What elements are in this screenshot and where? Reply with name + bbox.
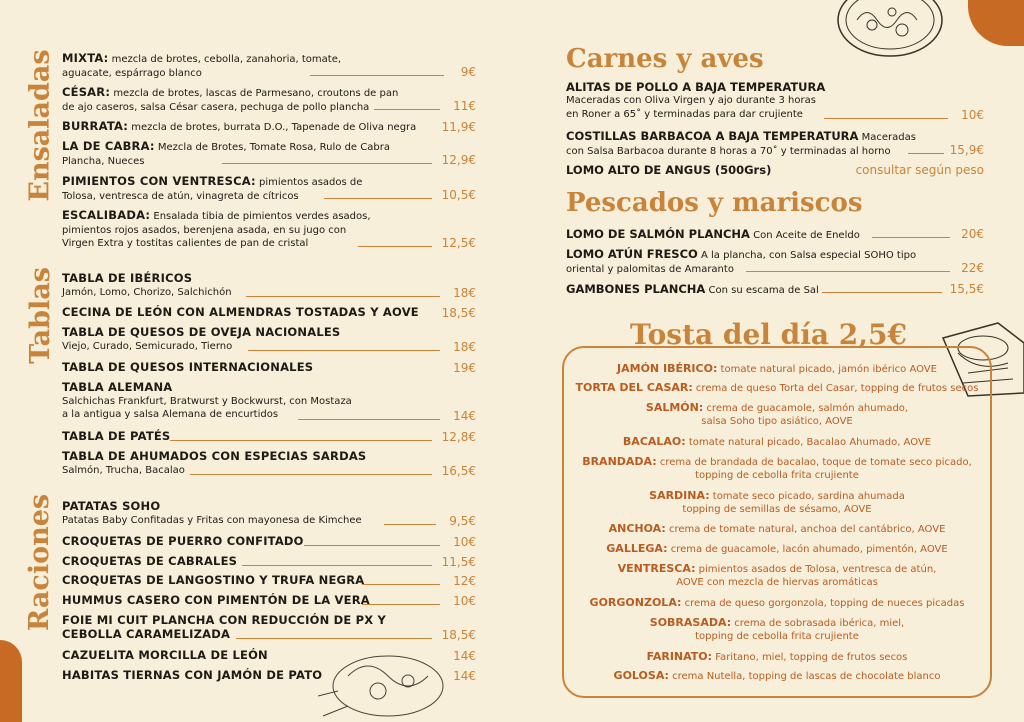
item-price: 18,5€ (441, 627, 476, 642)
tosta-item: SALMÓN: crema de guacamole, salmón ahumado, salsa Soho tipo asiático, AOVE (645, 401, 909, 427)
item-price: 18,5€ (441, 305, 476, 320)
item-price: 20€ (961, 227, 984, 241)
item-price: 19€ (453, 360, 476, 375)
section-heading-tablas: Tablas (24, 266, 56, 364)
section-heading-ensaladas: Ensaladas (24, 48, 56, 202)
menu-item: BURRATA: mezcla de brotes, burrata D.O., Tapenade de Oliva negra 11,9€ (62, 119, 476, 134)
item-price: 9,5€ (449, 513, 476, 528)
menu-item: CECINA DE LEÓN CON ALMENDRAS TOSTADAS Y AOVE 18,5€ (62, 305, 476, 320)
item-price: 14€ (453, 408, 476, 423)
menu-item: TABLA DE AHUMADOS CON ESPECIAS SARDAS Salmón, Trucha, Bacalao 16,5€ (62, 449, 476, 478)
tosta-item: BRANDADA: crema de brandada de bacalao, toque de tomate seco picado, topping de cebolla frita crujiente (582, 455, 972, 481)
menu-item: MIXTA: mezcla de brotes, cebolla, zanahoria, tomate, aguacate, espárrago blanco 9€ (62, 51, 476, 79)
item-price: 11€ (453, 98, 476, 113)
menu-item: HUMMUS CASERO CON PIMENTÓN DE LA VERA 10€ (62, 593, 476, 608)
menu-item: TABLA DE PATÉS 12,8€ (62, 429, 476, 444)
menu-item: ALITAS DE POLLO A BAJA TEMPERATURA Maceradas con Oliva Virgen y ajo durante 3 horas en Roner a 65˚ y terminadas para dar crujiente 10€ (566, 80, 984, 122)
menu-item: LOMO DE SALMÓN PLANCHA Con Aceite de Eneldo 20€ (566, 227, 984, 241)
menu-item: LOMO ATÚN FRESCO A la plancha, con Salsa especial SOHO tipo oriental y palomitas de Amaranto 22€ (566, 247, 984, 275)
menu-item: LOMO ALTO DE ANGUS (500Grs) consultar según peso (566, 163, 984, 177)
item-price: consultar según peso (855, 163, 984, 177)
menu-item: TABLA DE IBÉRICOS Jamón, Lomo, Chorizo, Salchichón 18€ (62, 271, 476, 300)
menu-item: CÉSAR: mezcla de brotes, lascas de Parmesano, croutons de pan de ajo caseros, salsa César casera, pechuga de pollo plancha 11€ (62, 85, 476, 113)
menu-item: COSTILLAS BARBACOA A BAJA TEMPERATURA Maceradas con Salsa Barbacoa durante 8 horas a 70˚ y terminadas al horno 15,9€ (566, 129, 984, 157)
item-price: 11,5€ (441, 554, 476, 569)
menu-item: TABLA ALEMANA Salchichas Frankfurt, Bratwurst y Bockwurst, con Mostaza a la antigua y salsa Alemana de encurtidos 14€ (62, 380, 476, 423)
decorative-blob-top-right (968, 0, 1024, 46)
menu-item: CROQUETAS DE PUERRO CONFITADO 10€ (62, 534, 476, 549)
tosta-item: BACALAO: tomate natural picado, Bacalao Ahumado, AOVE (622, 435, 932, 448)
item-price: 15,9€ (949, 143, 984, 157)
decorative-blob-bottom-left (0, 640, 22, 722)
menu-item: CROQUETAS DE CABRALES 11,5€ (62, 554, 476, 569)
menu-item: CAZUELITA MORCILLA DE LEÓN 14€ (62, 648, 476, 663)
tosta-item: GORGONZOLA: crema de queso gorgonzola, topping de nueces picadas (589, 596, 965, 609)
tosta-item: TORTA DEL CASAR: crema de queso Torta del Casar, topping de frutos secos (575, 381, 979, 394)
item-price: 12,8€ (441, 429, 476, 444)
item-price: 10€ (453, 593, 476, 608)
item-price: 11,9€ (441, 119, 476, 134)
item-price: 15,5€ (949, 282, 984, 296)
menu-item: TABLA DE QUESOS INTERNACIONALES 19€ (62, 360, 476, 375)
tosta-item: SOBRASADA: crema de sobrasada ibérica, miel, topping de cebolla frita crujiente (649, 616, 905, 642)
menu-item: TABLA DE QUESOS DE OVEJA NACIONALES Viejo, Curado, Semicurado, Tierno 18€ (62, 325, 476, 354)
menu-item: HABITAS TIERNAS CON JAMÓN DE PATO 14€ (62, 668, 476, 683)
menu-item: ESCALIBADA: Ensalada tibia de pimientos verdes asados, pimientos rojos asados, berenjena asada, en su jugo con Virgen Extra y tostitas calientes de pan de cristal 12,5€ (62, 208, 476, 250)
item-price: 14€ (453, 668, 476, 683)
item-price: 16,5€ (441, 463, 476, 478)
item-price: 12,5€ (441, 235, 476, 250)
menu-item: FOIE MI CUIT PLANCHA CON REDUCCIÓN DE PX Y CEBOLLA CARAMELIZADA 18,5€ (62, 613, 476, 642)
menu-item: GAMBONES PLANCHA Con su escama de Sal 15,5€ (566, 282, 984, 296)
menu-item: PIMIENTOS CON VENTRESCA: pimientos asados de Tolosa, ventresca de atún, vinagreta de cítricos 10,5€ (62, 174, 476, 202)
item-price: 14€ (453, 648, 476, 663)
item-price: 22€ (961, 261, 984, 275)
item-price: 10€ (961, 108, 984, 122)
tosta-item: JAMÓN IBÉRICO: tomate natural picado, jamón ibérico AOVE (617, 362, 937, 375)
item-price: 12,9€ (441, 152, 476, 167)
item-price: 9€ (460, 64, 476, 79)
tosta-item: VENTRESCA: pimientos asados de Tolosa, ventresca de atún, AOVE con mezcla de hiervas aromáticas (617, 562, 937, 588)
item-price: 18€ (453, 339, 476, 354)
tosta-item: GOLOSA: crema Nutella, topping de lascas de chocolate blanco (613, 669, 941, 682)
item-price: 10€ (453, 534, 476, 549)
section-heading-tosta: Tosta del día 2,5€ (630, 318, 907, 351)
item-price: 10,5€ (441, 187, 476, 202)
menu-item: CROQUETAS DE LANGOSTINO Y TRUFA NEGRA 12€ (62, 573, 476, 588)
item-price: 12€ (453, 573, 476, 588)
tosta-item: GALLEGA: crema de guacamole, lacón ahumado, pimentón, AOVE (606, 542, 948, 555)
section-heading-carnes: Carnes y aves (566, 44, 764, 74)
menu-item: LA DE CABRA: Mezcla de Brotes, Tomate Rosa, Rulo de Cabra Plancha, Nueces 12,9€ (62, 139, 476, 167)
salad-bowl-illustration (832, 0, 947, 62)
section-heading-pescados: Pescados y mariscos (566, 188, 863, 218)
tosta-item: FARINATO: Faritano, miel, topping de frutos secos (646, 650, 908, 663)
section-heading-raciones: Raciones (24, 493, 56, 632)
item-price: 18€ (453, 285, 476, 300)
menu-item: PATATAS SOHO Patatas Baby Confitadas y Fritas con mayonesa de Kimchee 9,5€ (62, 499, 476, 528)
tosta-item: ANCHOA: crema de tomate natural, anchoa del cantábrico, AOVE (608, 522, 946, 535)
tosta-item: SARDINA: tomate seco picado, sardina ahumada topping de semillas de sésamo, AOVE (649, 489, 905, 515)
